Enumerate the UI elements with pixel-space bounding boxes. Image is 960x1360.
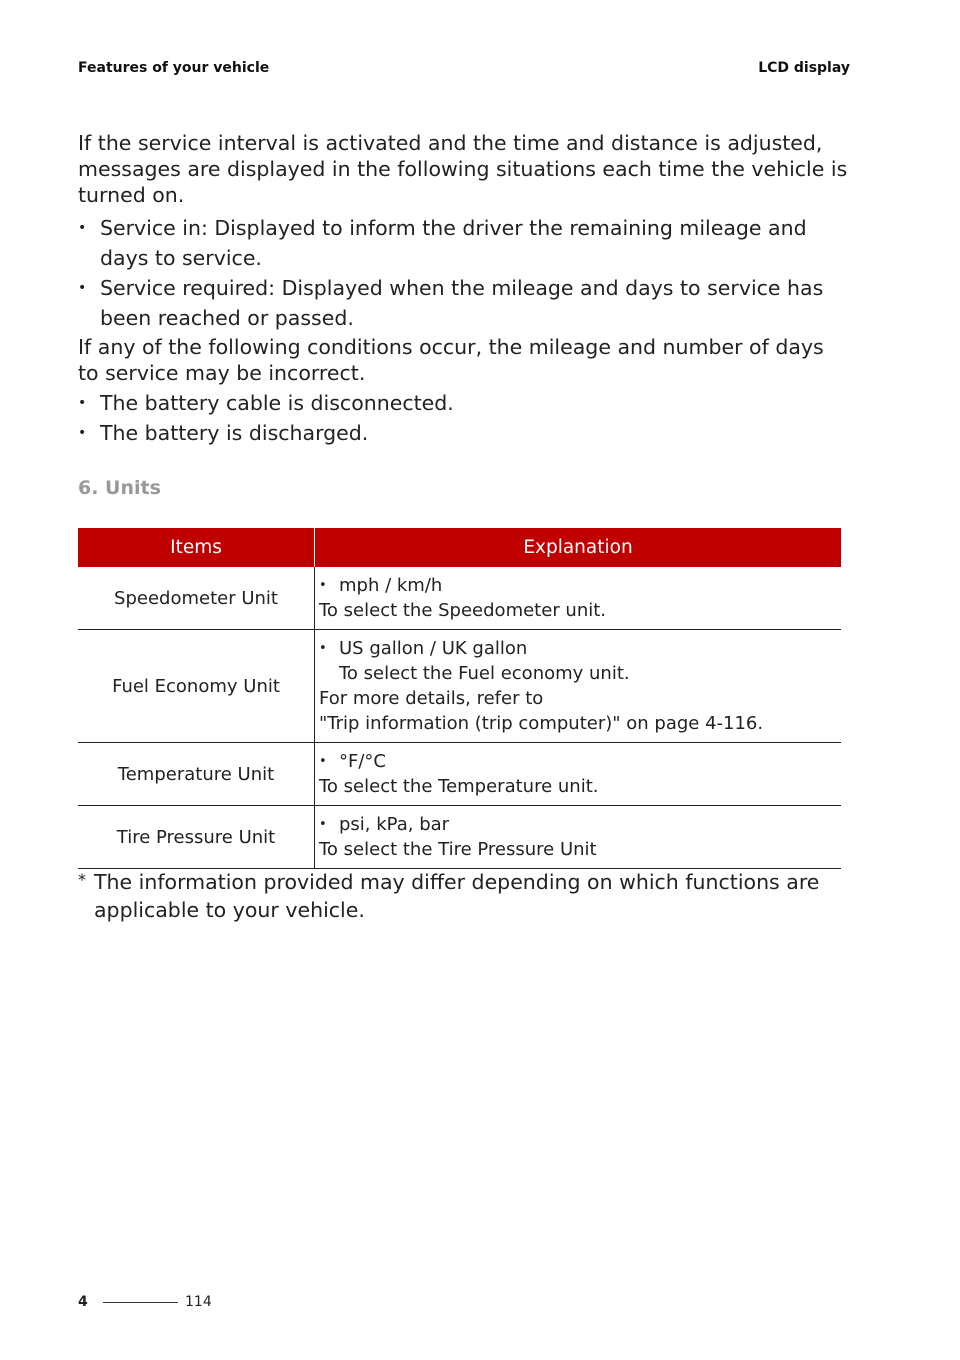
- option-bullet: • US gallon / UK gallon: [319, 636, 841, 661]
- page-number: 114: [185, 1294, 212, 1310]
- table-row: [78, 630, 841, 743]
- item-cell: Tire Pressure Unit: [78, 806, 315, 869]
- header-page-topic: LCD display: [758, 60, 850, 76]
- explanation-line: To select the Tire Pressure Unit: [319, 839, 597, 860]
- explanation-cell: [315, 743, 842, 806]
- chapter-number: 4: [78, 1294, 88, 1310]
- explanation-line: To select the Fuel economy unit.: [339, 663, 630, 684]
- table-row: [78, 806, 841, 869]
- explanation-line: To select the Speedometer unit.: [319, 600, 607, 621]
- explanation-cell: [315, 806, 842, 869]
- list-item: • Service required: Displayed when the mileage and days to service has been reached or passed.: [78, 273, 848, 333]
- list-item: • Service in: Displayed to inform the driver the remaining mileage and days to service.: [78, 213, 848, 273]
- list-item: • The battery cable is disconnected.: [78, 388, 848, 418]
- footer-divider: [103, 1302, 178, 1303]
- column-header-explanation: Explanation: [315, 528, 842, 567]
- table-header-row: [78, 528, 841, 567]
- service-interval-paragraph: If the service interval is activated and the time and distance is adjusted, messages are displayed in the following situations each time the vehicle is turned on.: [78, 131, 848, 207]
- explanation-cell: [315, 567, 842, 630]
- section-heading: 6. Units: [78, 477, 161, 499]
- footnote-text: The information provided may differ depending on which functions are applicable to your vehicle.: [94, 870, 820, 922]
- service-message-list: [78, 213, 848, 333]
- explanation-line: To select the Temperature unit.: [319, 776, 599, 797]
- item-cell: Speedometer Unit: [78, 567, 315, 630]
- table-row: [78, 567, 841, 630]
- list-item: • The battery is discharged.: [78, 418, 848, 448]
- option-bullet: • psi, kPa, bar: [319, 812, 841, 837]
- option-bullet: • °F/°C: [319, 749, 841, 774]
- condition-list: [78, 388, 848, 448]
- footnote: [78, 868, 848, 924]
- item-cell: Temperature Unit: [78, 743, 315, 806]
- footnote-mark: *: [78, 870, 86, 889]
- option-bullet: • mph / km/h: [319, 573, 841, 598]
- page-reference: "Trip information (trip computer)" on page 4-116.: [319, 713, 764, 734]
- item-cell: Fuel Economy Unit: [78, 630, 315, 743]
- explanation-line: For more details, refer to: [319, 688, 544, 709]
- column-header-items: Items: [78, 528, 315, 567]
- table-row: [78, 743, 841, 806]
- header-section-title: Features of your vehicle: [78, 60, 270, 76]
- incorrect-conditions-paragraph: If any of the following conditions occur, the mileage and number of days to service may be incorrect.: [78, 335, 824, 385]
- explanation-cell: [315, 630, 842, 743]
- units-table: [78, 528, 841, 869]
